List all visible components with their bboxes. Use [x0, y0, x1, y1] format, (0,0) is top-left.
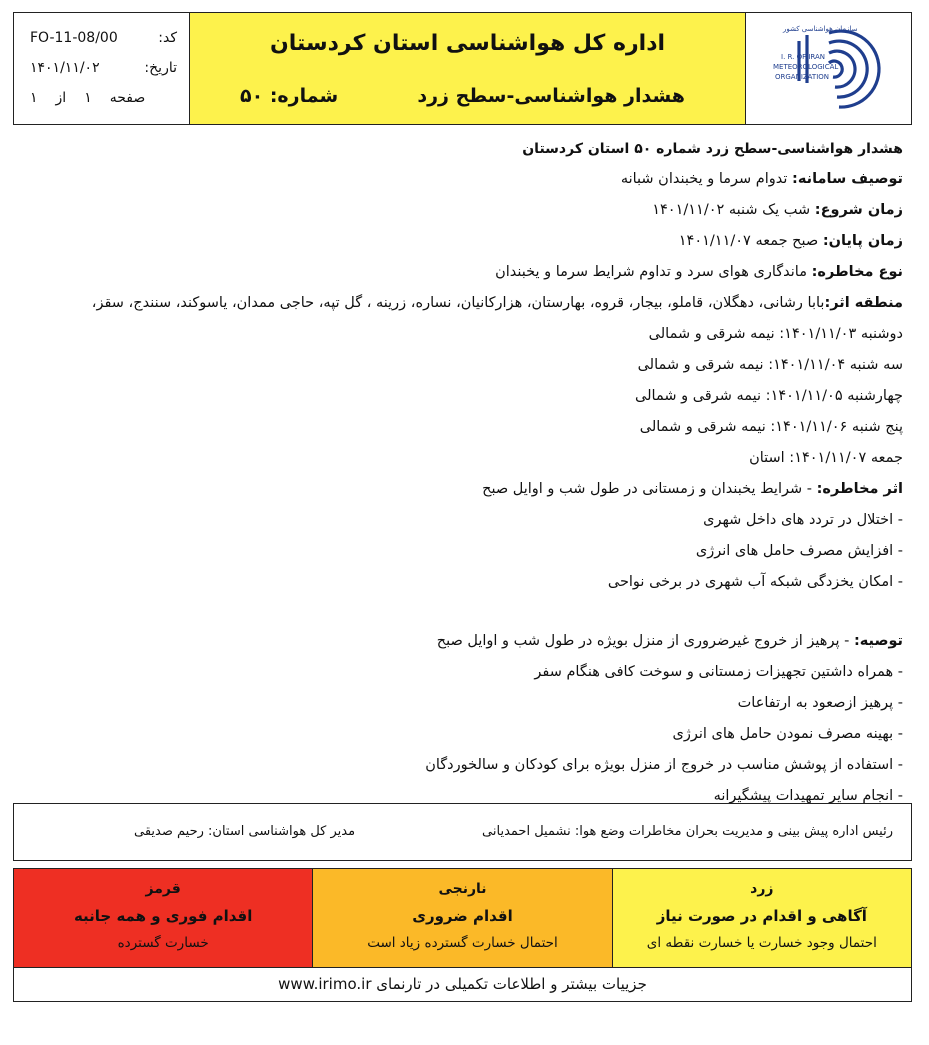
day-item: جمعه ۱۴۰۱/۱۱/۰۷: استان: [749, 450, 903, 466]
start-time: [20, 195, 903, 226]
advice-item: - انجام سایر تمهیدات پیشگیرانه: [713, 788, 903, 804]
page-total: ۱: [30, 90, 38, 106]
code-value: FO-11-08/00: [30, 30, 118, 46]
header-title-block: [190, 13, 746, 124]
footer-link[interactable]: www.irimo.ir: [278, 975, 372, 993]
warning-level-legend: [13, 868, 912, 968]
director-signature: مدیر کل هواشناسی استان: رحیم صدیقی: [134, 824, 356, 839]
legend-orange: [313, 869, 612, 967]
area-label: منطقه اثر:: [824, 295, 903, 311]
warning-body: [20, 134, 903, 812]
document-meta: [14, 13, 190, 124]
legend-orange-desc: احتمال خسارت گسترده زیاد است: [367, 935, 558, 951]
effect-label: اثر مخاطره:: [816, 481, 903, 497]
code-row: [30, 23, 177, 53]
start-label: زمان شروع:: [814, 202, 903, 218]
logo-icon: [769, 21, 889, 117]
system-description: [20, 164, 903, 195]
advice-item: - همراه داشتین تجهیزات زمستانی و سوخت کافی هنگام سفر: [534, 664, 903, 680]
hazard-label: نوع مخاطره:: [811, 264, 903, 280]
day-item: چهارشنبه ۱۴۰۱/۱۱/۰۵: نیمه شرقی و شمالی: [635, 388, 903, 404]
page-of: از: [55, 90, 67, 106]
page-row: [30, 83, 177, 113]
start-value: شب یک شنبه ۱۴۰۱/۱۱/۰۲: [652, 202, 815, 218]
advice-item: - بهینه مصرف نمودن حامل های انرژی: [672, 726, 903, 742]
warning-level-title: هشدار هواشناسی-سطح زرد: [417, 85, 685, 107]
date-label: تاریخ:: [144, 60, 177, 76]
day-item: دوشنبه ۱۴۰۱/۱۱/۰۳: نیمه شرقی و شمالی: [648, 326, 903, 342]
legend-orange-action: اقدام ضروری: [412, 907, 513, 925]
page-current: ۱: [84, 90, 92, 106]
area-value: بابا رشانی، دهگلان، قاملو، بیجار، قروه، بهارستان، هزارکانیان، نساره، زرینه ، گل تپه، حاجی ممدان، یاسوکند، سنندج، سقز،: [91, 295, 825, 311]
page-label: صفحه: [109, 90, 146, 106]
page-title: اداره کل هواشناسی استان کردستان: [269, 31, 666, 56]
day-item: پنج شنبه ۱۴۰۱/۱۱/۰۶: نیمه شرقی و شمالی: [639, 419, 903, 435]
logo-text-en-2: METEOROLOGICAL: [772, 62, 838, 71]
legend-yellow: [613, 869, 911, 967]
document-header: [13, 12, 912, 125]
hazard-type: [20, 257, 903, 288]
legend-red-action: اقدام فوری و همه جانبه: [73, 907, 253, 925]
advice-item: - پرهیز ازصعود به ارتفاعات: [737, 695, 903, 711]
end-time: [20, 226, 903, 257]
effect-item: - امکان یخزدگی شبکه آب شهری در برخی نواحی: [607, 574, 903, 590]
legend-red: [14, 869, 313, 967]
legend-yellow-desc: احتمال وجود خسارت یا خسارت نقطه ای: [646, 935, 877, 951]
effect-first: - شرایط یخبندان و زمستانی در طول شب و اوایل صبح: [482, 481, 817, 497]
effect-item: - اختلال در تردد های داخل شهری: [703, 512, 903, 528]
advice-label: توصیه:: [853, 633, 903, 649]
date-value: ۱۴۰۱/۱۱/۰۲: [30, 60, 100, 76]
logo-text-fa: سازمان هواشناسی کشور: [782, 24, 857, 33]
date-row: [30, 53, 177, 83]
end-label: زمان پایان:: [822, 233, 903, 249]
logo-text-en-3: ORGANIZATION: [774, 72, 829, 81]
legend-red-desc: خسارت گسترده: [117, 935, 209, 951]
system-value: تدوام سرما و یخبندان شبانه: [620, 171, 793, 187]
logo-text-en-1: I. R. OF IRAN: [780, 52, 825, 61]
day-item: سه شنبه ۱۴۰۱/۱۱/۰۴: نیمه شرقی و شمالی: [637, 357, 903, 373]
warning-number: شماره: ۵۰: [240, 85, 339, 107]
legend-red-name: قرمز: [145, 881, 181, 897]
advice-first: - پرهیز از خروج غیرضروری از منزل بویژه در طول شب و اوایل صبح: [436, 633, 854, 649]
pager: [30, 90, 145, 106]
footer: [13, 968, 912, 1002]
system-label: توصیف سامانه:: [792, 171, 903, 187]
warning-heading: هشدار هواشناسی-سطح زرد شماره ۵۰ استان کردستان: [522, 141, 903, 157]
legend-yellow-action: آگاهی و اقدام در صورت نیاز: [656, 907, 867, 925]
organization-logo: [746, 13, 911, 124]
legend-orange-name: نارنجی: [438, 881, 487, 897]
legend-yellow-name: زرد: [750, 881, 774, 897]
advice: [20, 626, 903, 657]
footer-text: جزییات بیشتر و اطلاعات تکمیلی در تارنمای: [376, 975, 647, 993]
advice-item: - استفاده از پوشش مناسب در خروج از منزل بویژه برای کودکان و سالخوردگان: [425, 757, 903, 773]
hazard-value: ماندگاری هوای سرد و تداوم شرایط سرما و یخبندان: [495, 264, 812, 280]
effect-item: - افزایش مصرف حامل های انرژی: [695, 543, 903, 559]
code-label: کد:: [158, 30, 177, 46]
affected-area: [20, 288, 903, 319]
end-value: صبح جمعه ۱۴۰۱/۱۱/۰۷: [678, 233, 823, 249]
forecast-head-signature: رئیس اداره پیش بینی و مدیریت بحران مخاطرات وضع هوا: نشمیل احمدیانی: [482, 824, 893, 839]
hazard-effects: [20, 474, 903, 505]
signature-box: [13, 803, 912, 861]
